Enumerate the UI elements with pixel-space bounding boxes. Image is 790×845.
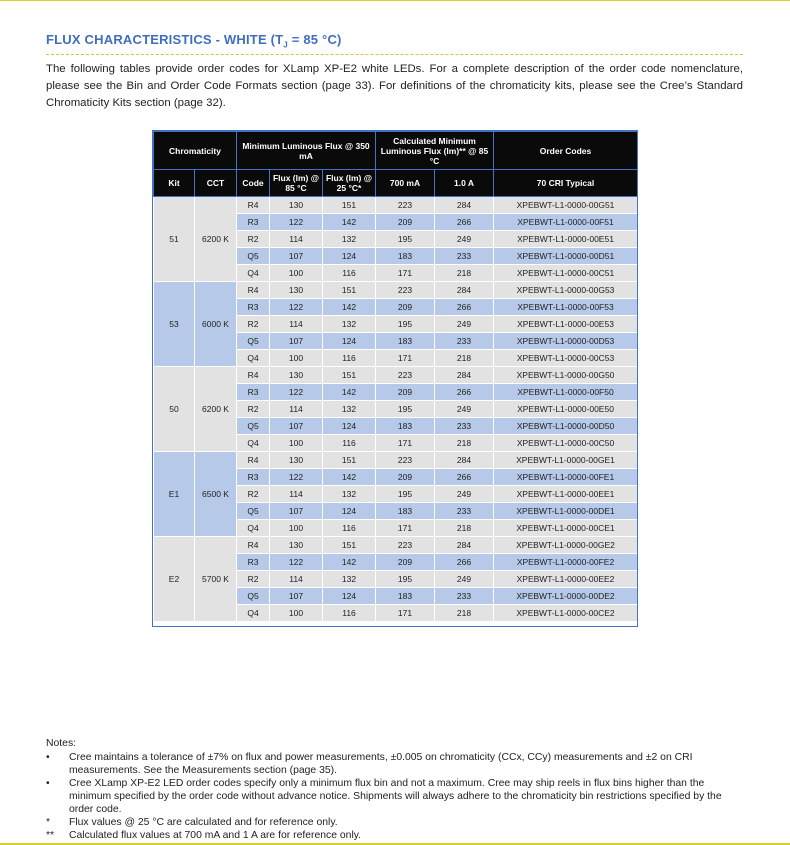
flux-700ma-cell: 171 [376,350,435,367]
kit-group [154,537,638,622]
order-code-cell: XPEBWT-L1-0000-00C50 [494,435,638,452]
order-code-cell: XPEBWT-L1-0000-00E51 [494,231,638,248]
cct-cell: 5700 K [195,537,237,622]
order-code-cell: XPEBWT-L1-0000-00C51 [494,265,638,282]
flux-85-cell: 114 [270,316,323,333]
flux-25-cell: 116 [323,520,376,537]
flux-700ma-cell: 209 [376,554,435,571]
flux-1a-cell: 284 [435,367,494,384]
flux-700ma-cell: 209 [376,214,435,231]
flux-1a-cell: 249 [435,316,494,333]
top-rule [0,0,790,1]
flux-25-cell: 124 [323,333,376,350]
flux-1a-cell: 218 [435,350,494,367]
header-min-flux: Minimum Luminous Flux @ 350 mA [237,132,376,170]
cct-cell: 6000 K [195,282,237,367]
flux-85-cell: 107 [270,418,323,435]
order-code-cell: XPEBWT-L1-0000-00EE2 [494,571,638,588]
flux-85-cell: 114 [270,231,323,248]
flux-1a-cell: 218 [435,265,494,282]
bin-code-cell: R3 [237,554,270,571]
flux-700ma-cell: 195 [376,486,435,503]
flux-85-cell: 130 [270,452,323,469]
flux-25-cell: 132 [323,571,376,588]
flux-85-cell: 114 [270,486,323,503]
cct-cell: 6200 K [195,197,237,282]
kit-cell: E2 [154,537,195,622]
intro-paragraph: The following tables provide order codes for XLamp XP-E2 white LEDs. For a complete description of the order code nomenclature, please see the Bin and Order Code Formats section (page 33). For definitions of the chromaticity kits, please see the Cree’s Standard Chromaticity Kits section (page 32). [46,63,743,109]
order-code-cell: XPEBWT-L1-0000-00FE1 [494,469,638,486]
notes [46,737,746,842]
flux-25-cell: 151 [323,282,376,299]
order-code-cell: XPEBWT-L1-0000-00D51 [494,248,638,265]
flux-85-cell: 114 [270,571,323,588]
flux-1a-cell: 284 [435,197,494,214]
note-text: Cree XLamp XP-E2 LED order codes specify only a minimum flux bin and not a maximum. Cree may ship reels in flux bins higher than the minimum specified by the order code without advance notice. Shipments will always adhere to the chromaticity bin restrictions specified by the order code. [69,778,722,815]
flux-85-cell: 122 [270,554,323,571]
flux-25-cell: 116 [323,265,376,282]
bin-code-cell: R3 [237,384,270,401]
bin-code-cell: Q5 [237,333,270,350]
flux-1a-cell: 249 [435,486,494,503]
flux-85-cell: 122 [270,469,323,486]
header-1a: 1.0 A [435,170,494,197]
order-code-cell: XPEBWT-L1-0000-00E50 [494,401,638,418]
bin-code-cell: Q5 [237,588,270,605]
order-code-cell: XPEBWT-L1-0000-00CE1 [494,520,638,537]
flux-700ma-cell: 223 [376,452,435,469]
flux-85-cell: 100 [270,520,323,537]
header-code: Code [237,170,270,197]
flux-85-cell: 130 [270,537,323,554]
flux-25-cell: 124 [323,503,376,520]
header-calc-flux: Calculated Minimum Luminous Flux (lm)** @ 85 °C [376,132,494,170]
note-item [46,751,746,777]
order-code-cell: XPEBWT-L1-0000-00DE2 [494,588,638,605]
flux-25-cell: 142 [323,299,376,316]
bin-code-cell: R4 [237,537,270,554]
order-code-cell: XPEBWT-L1-0000-00F53 [494,299,638,316]
kit-group [154,367,638,452]
order-code-cell: XPEBWT-L1-0000-00D50 [494,418,638,435]
flux-1a-cell: 284 [435,452,494,469]
flux-1a-cell: 233 [435,418,494,435]
bin-code-cell: Q4 [237,520,270,537]
bin-code-cell: R2 [237,316,270,333]
table-row [154,452,638,469]
flux-700ma-cell: 223 [376,282,435,299]
table-row [154,537,638,554]
flux-85-cell: 107 [270,588,323,605]
note-text: Flux values @ 25 °C are calculated and for reference only. [69,817,338,828]
flux-1a-cell: 233 [435,588,494,605]
flux-25-cell: 116 [323,350,376,367]
flux-1a-cell: 284 [435,282,494,299]
flux-85-cell: 130 [270,367,323,384]
flux-25-cell: 151 [323,537,376,554]
flux-700ma-cell: 209 [376,384,435,401]
order-code-cell: XPEBWT-L1-0000-00EE1 [494,486,638,503]
order-code-cell: XPEBWT-L1-0000-00G51 [494,197,638,214]
note-item [46,816,746,829]
flux-1a-cell: 266 [435,469,494,486]
flux-85-cell: 107 [270,248,323,265]
bin-code-cell: R4 [237,452,270,469]
flux-1a-cell: 249 [435,401,494,418]
header-order-codes: Order Codes [494,132,638,170]
bin-code-cell: Q4 [237,265,270,282]
flux-700ma-cell: 183 [376,333,435,350]
flux-25-cell: 151 [323,197,376,214]
flux-1a-cell: 266 [435,214,494,231]
flux-85-cell: 100 [270,265,323,282]
flux-85-cell: 100 [270,350,323,367]
kit-cell: 50 [154,367,195,452]
flux-25-cell: 142 [323,469,376,486]
bin-code-cell: R3 [237,469,270,486]
flux-1a-cell: 266 [435,384,494,401]
bin-code-cell: R3 [237,214,270,231]
bin-code-cell: Q4 [237,435,270,452]
flux-700ma-cell: 171 [376,265,435,282]
flux-85-cell: 122 [270,299,323,316]
section-heading: FLUX CHARACTERISTICS - WHITE ($T_J = 85$ °C) [46,32,743,55]
note-mark: • [46,778,50,789]
flux-1a-cell: 218 [435,520,494,537]
flux-25-cell: 132 [323,486,376,503]
flux-700ma-cell: 195 [376,401,435,418]
header-chromaticity: Chromaticity [154,132,237,170]
order-code-cell: XPEBWT-L1-0000-00D53 [494,333,638,350]
header-flux-85: Flux (lm) @ 85 °C [270,170,323,197]
header-flux-25: Flux (lm) @ 25 °C* [323,170,376,197]
flux-1a-cell: 266 [435,299,494,316]
flux-85-cell: 107 [270,333,323,350]
flux-25-cell: 124 [323,588,376,605]
bin-code-cell: R2 [237,486,270,503]
flux-85-cell: 122 [270,214,323,231]
kit-group [154,452,638,537]
flux-700ma-cell: 195 [376,231,435,248]
order-code-cell: XPEBWT-L1-0000-00GE2 [494,537,638,554]
flux-25-cell: 132 [323,401,376,418]
flux-1a-cell: 218 [435,435,494,452]
flux-85-cell: 130 [270,197,323,214]
header-cri: 70 CRI Typical [494,170,638,197]
flux-25-cell: 116 [323,605,376,622]
flux-1a-cell: 284 [435,537,494,554]
order-code-cell: XPEBWT-L1-0000-00GE1 [494,452,638,469]
flux-700ma-cell: 183 [376,248,435,265]
kit-cell: 53 [154,282,195,367]
bin-code-cell: R4 [237,367,270,384]
bin-code-cell: R2 [237,401,270,418]
flux-1a-cell: 249 [435,571,494,588]
order-code-cell: XPEBWT-L1-0000-00F50 [494,384,638,401]
order-code-cell: XPEBWT-L1-0000-00G50 [494,367,638,384]
bin-code-cell: Q5 [237,503,270,520]
flux-25-cell: 151 [323,452,376,469]
flux-700ma-cell: 195 [376,571,435,588]
flux-25-cell: 142 [323,554,376,571]
bin-code-cell: Q5 [237,248,270,265]
table-row [154,282,638,299]
flux-85-cell: 100 [270,435,323,452]
order-code-cell: XPEBWT-L1-0000-00G53 [494,282,638,299]
order-code-cell: XPEBWT-L1-0000-00DE1 [494,503,638,520]
flux-700ma-cell: 171 [376,435,435,452]
cct-cell: 6500 K [195,452,237,537]
order-code-cell: XPEBWT-L1-0000-00CE2 [494,605,638,622]
notes-title: Notes: [46,738,77,749]
flux-1a-cell: 266 [435,554,494,571]
flux-85-cell: 122 [270,384,323,401]
heading-subscript: J [283,40,288,50]
bin-code-cell: R2 [237,231,270,248]
flux-1a-cell: 233 [435,248,494,265]
flux-25-cell: 124 [323,418,376,435]
note-mark: ** [46,830,55,841]
flux-25-cell: 151 [323,367,376,384]
order-code-cell: XPEBWT-L1-0000-00F51 [494,214,638,231]
flux-1a-cell: 249 [435,231,494,248]
order-code-cell: XPEBWT-L1-0000-00E53 [494,316,638,333]
flux-700ma-cell: 209 [376,469,435,486]
kit-cell: E1 [154,452,195,537]
note-mark: * [46,817,51,828]
header-700ma: 700 mA [376,170,435,197]
bin-code-cell: Q4 [237,350,270,367]
flux-25-cell: 142 [323,214,376,231]
flux-700ma-cell: 183 [376,588,435,605]
flux-1a-cell: 233 [435,333,494,350]
bin-code-cell: R3 [237,299,270,316]
note-mark: • [46,752,50,763]
flux-85-cell: 130 [270,282,323,299]
flux-85-cell: 100 [270,605,323,622]
order-code-cell: XPEBWT-L1-0000-00FE2 [494,554,638,571]
header-kit: Kit [154,170,195,197]
flux-700ma-cell: 171 [376,605,435,622]
flux-85-cell: 114 [270,401,323,418]
note-text: Cree maintains a tolerance of ±7% on flux and power measurements, ±0.005 on chromaticity (CCx, CCy) measurements and ±2 on CRI measurements. See the Measurements section (page 35). [69,752,693,776]
flux-25-cell: 132 [323,316,376,333]
cct-cell: 6200 K [195,367,237,452]
flux-25-cell: 124 [323,248,376,265]
flux-25-cell: 132 [323,231,376,248]
bin-code-cell: R2 [237,571,270,588]
bin-code-cell: R4 [237,282,270,299]
flux-1a-cell: 233 [435,503,494,520]
table-row [154,367,638,384]
note-text: Calculated flux values at 700 mA and 1 A are for reference only. [69,830,362,841]
flux-1a-cell: 218 [435,605,494,622]
flux-700ma-cell: 223 [376,367,435,384]
kit-cell: 51 [154,197,195,282]
note-item [46,777,746,816]
flux-700ma-cell: 223 [376,197,435,214]
kit-group [154,282,638,367]
flux-700ma-cell: 223 [376,537,435,554]
flux-25-cell: 116 [323,435,376,452]
flux-700ma-cell: 195 [376,316,435,333]
header-cct: CCT [195,170,237,197]
bin-code-cell: R4 [237,197,270,214]
flux-700ma-cell: 209 [376,299,435,316]
flux-table [153,131,638,622]
flux-700ma-cell: 171 [376,520,435,537]
flux-85-cell: 107 [270,503,323,520]
bin-code-cell: Q5 [237,418,270,435]
flux-700ma-cell: 183 [376,503,435,520]
flux-25-cell: 142 [323,384,376,401]
order-code-cell: XPEBWT-L1-0000-00C53 [494,350,638,367]
table-row [154,197,638,214]
bin-code-cell: Q4 [237,605,270,622]
kit-group [154,197,638,282]
flux-700ma-cell: 183 [376,418,435,435]
note-item [46,829,746,842]
